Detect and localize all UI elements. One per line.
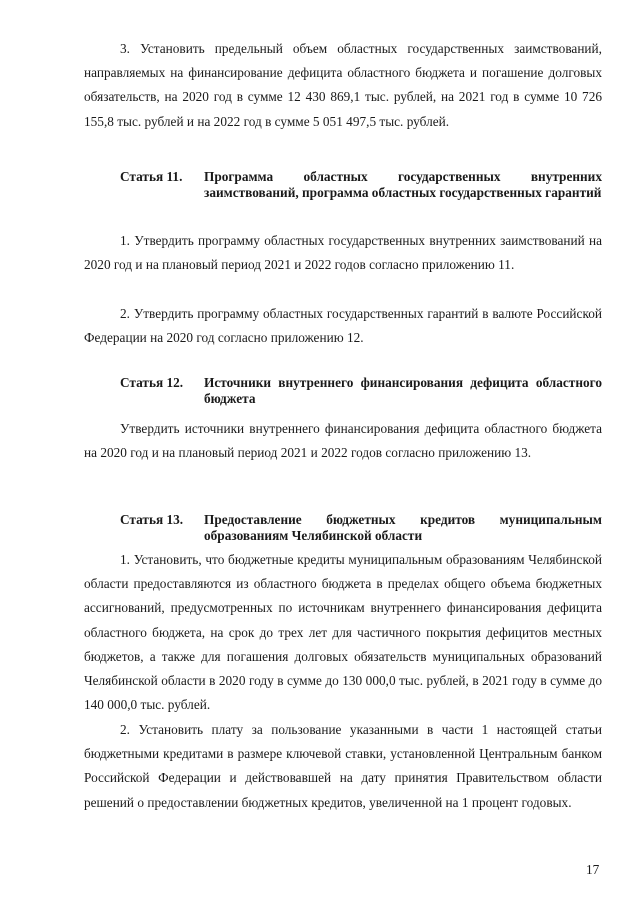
page-number: 17 bbox=[586, 862, 600, 877]
article-12-title: Источники внутреннего финансирования дефицита областного бюджета bbox=[204, 375, 602, 406]
paragraph-art10-part3: 3. Установить предельный объем областных государственных заимствований, направляемых на финансирование дефицита областного бюджета и погашение долговых обязательств, на 2020 год в сумме 12 430 869,1 тыс. рублей, на 2021 год в сумме 10 726 155,8 тыс. рублей и на 2022 год в сумме 5 051 497,5 тыс. рублей. bbox=[84, 41, 602, 129]
article-13-heading bbox=[84, 512, 602, 543]
paragraph-art13-part1: 1. Установить, что бюджетные кредиты муниципальным образованиям Челябинской области предоставляются из областного бюджета в пределах общего объема бюджетных ассигнований, предусмотренных по источникам внутреннего финансирования дефицита областного бюджета, на срок до трех лет для частичного покрытия дефицитов местных бюджетов, а также для погашения долговых обязательств муниципальных образований Челябинской области в 2020 году в сумме до 130 000,0 тыс. рублей, в 2021 году в сумме до 140 000,0 тыс. рублей. bbox=[84, 552, 602, 713]
article-11-number: Статья 11. bbox=[120, 169, 183, 184]
article-11-heading bbox=[84, 169, 602, 200]
article-13-number: Статья 13. bbox=[120, 512, 184, 527]
article-12-number: Статья 12. bbox=[120, 375, 184, 390]
paragraph-art11-part1: 1. Утвердить программу областных государственных внутренних заимствований на 2020 год и на плановый период 2021 и 2022 годов согласно приложению 11. bbox=[84, 233, 602, 273]
article-12-heading bbox=[84, 375, 602, 406]
article-11-title: Программа областных государственных внутренних заимствований, программа областных государственных гарантий bbox=[204, 169, 602, 200]
article-13-title: Предоставление бюджетных кредитов муниципальным образованиям Челябинской области bbox=[204, 512, 602, 543]
paragraph-art11-part2: 2. Утвердить программу областных государственных гарантий в валюте Российской Федерации на 2020 год согласно приложению 12. bbox=[84, 306, 602, 346]
paragraph-art12: Утвердить источники внутреннего финансирования дефицита областного бюджета на 2020 год и на плановый период 2021 и 2022 годов согласно приложению 13. bbox=[84, 421, 602, 461]
paragraph-art13-part2: 2. Установить плату за пользование указанными в части 1 настоящей статьи бюджетными кредитами в размере ключевой ставки, установленной Центральным банком Российской Федерации и действовавшей на дату принятия Правительством области решений о предоставлении бюджетных кредитов, увеличенной на 1 процент годовых. bbox=[84, 722, 602, 810]
